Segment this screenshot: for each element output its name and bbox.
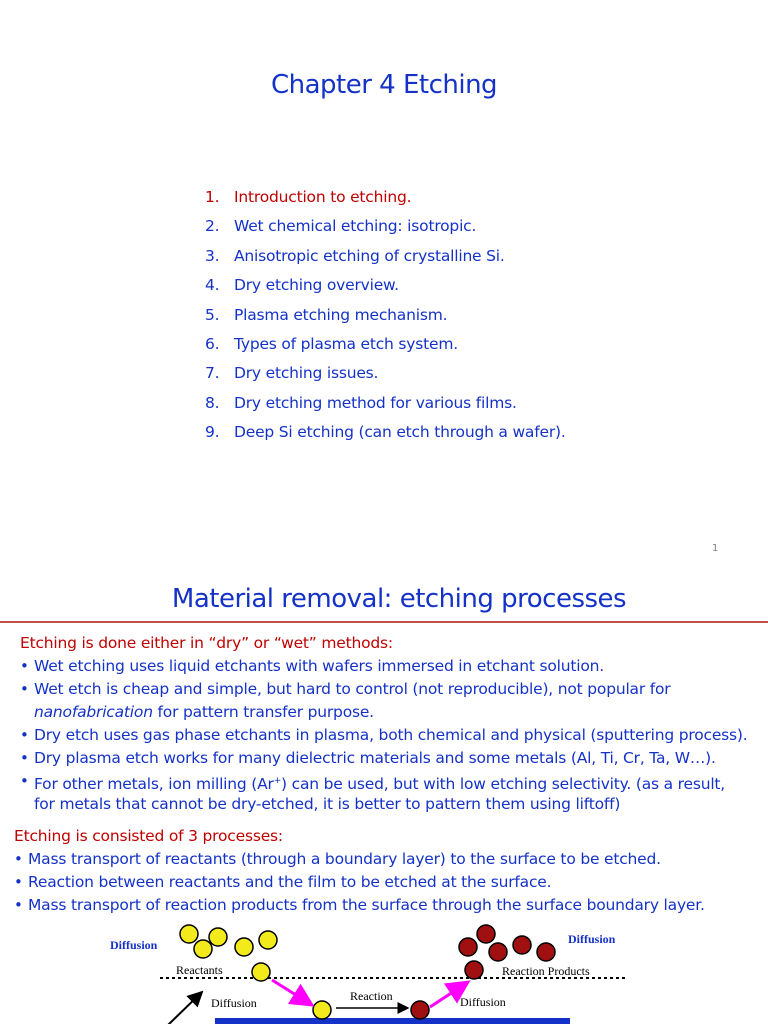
diffusion-bottom-left-label: Diffusion [211,996,257,1010]
product-molecule [513,936,531,954]
bullet-mass-transport-reactants: Mass transport of reactants (through a boundary layer) to the surface to be etched. [28,850,661,868]
toc-item [205,418,566,447]
reactant-molecule [209,928,227,946]
toc-text: Deep Si etching (can etch through a wafer). [234,423,566,442]
reactant-molecule [180,925,198,943]
reactant-molecule [313,1001,331,1019]
product-molecule [465,961,483,979]
intro-three-processes: Etching is consisted of 3 processes: [14,827,283,845]
toc-item [205,271,566,300]
reactant-molecule [194,940,212,958]
ion-milling-text-post: ) can be used, but with low etching selectivity. (as a result, [281,775,726,794]
slide-1-title: Chapter 4 Etching [270,70,498,100]
bullet-dry-etch: Dry etch uses gas phase etchants in plasma, both chemical and physical (sputtering process). [34,726,748,744]
slide-2 [0,570,768,1024]
toc-text: Anisotropic etching of crystalline Si. [234,246,505,265]
bullet-wet-cheap: Wet etch is cheap and simple, but hard to control (not reproducible), not popular for [34,680,671,698]
toc-text: Types of plasma etch system. [234,334,458,353]
toc-text: Dry etching issues. [234,364,379,383]
product-molecule [537,943,555,961]
toc-number: 7. [205,364,220,383]
toc-number: 5. [205,305,220,324]
bullet-dot: • [14,896,23,914]
product-molecule [411,1001,429,1019]
toc-item [205,301,566,330]
diffusion-left-label: Diffusion [110,938,158,952]
bullet-dot: • [20,657,29,675]
bullet-dot: • [20,772,29,790]
toc-text: Dry etching overview. [234,276,399,295]
toc-item [205,212,566,241]
bullet-ion-milling-cont: for metals that cannot be dry-etched, it is better to pattern them using liftoff) [34,795,621,813]
bullet-reaction: Reaction between reactants and the film to be etched at the surface. [28,873,552,891]
product-molecule [489,943,507,961]
toc-text: Introduction to etching. [234,188,412,206]
bullet-wet-etching: Wet etching uses liquid etchants with wafers immersed in etchant solution. [34,657,604,675]
product-molecule [459,938,477,956]
table-of-contents [205,183,566,448]
bullet-dot: • [14,873,23,891]
diffusion-arrow-black [168,992,202,1024]
toc-number: 9. [205,423,220,442]
toc-number: 3. [205,246,220,265]
reaction-products-label: Reaction Products [502,964,590,978]
title-divider [0,621,768,623]
toc-item [205,330,566,359]
reaction-label: Reaction [350,989,393,1003]
diffusion-arrow-magenta-left [272,980,312,1005]
etching-process-diagram [100,920,660,1024]
toc-text: Dry etching method for various films. [234,393,517,412]
diffusion-bottom-right-label: Diffusion [460,995,506,1009]
toc-item [205,242,566,271]
bullet-dot: • [14,850,23,868]
substrate-bar [215,1018,570,1024]
bullet-dot: • [20,726,29,744]
toc-number: 2. [205,217,220,236]
bullet-dot: • [20,749,29,767]
toc-text: Wet chemical etching: isotropic. [234,217,477,236]
toc-item [205,389,566,418]
slide-2-title: Material removal: etching processes [171,584,627,614]
intro-dry-wet: Etching is done either in “dry” or “wet” methods: [20,634,393,652]
toc-number: 8. [205,393,220,412]
product-molecule [477,925,495,943]
reactant-molecule [252,963,270,981]
reactant-molecule [235,938,253,956]
bullet-cont-text: for pattern transfer purpose. [152,703,374,721]
toc-number: 6. [205,334,220,353]
toc-text: Plasma etching mechanism. [234,305,448,324]
reactant-molecule [259,931,277,949]
page-number: 1 [712,543,719,554]
reactants-label: Reactants [176,963,223,977]
ion-superscript: + [273,776,282,786]
toc-item [205,183,566,212]
toc-number: 1. [205,188,220,206]
ion-milling-text-pre: For other metals, ion milling (Ar [34,775,274,794]
toc-item [205,359,566,388]
toc-number: 4. [205,276,220,295]
bullet-dot: • [20,680,29,698]
diffusion-right-label: Diffusion [568,932,616,946]
bullet-wet-cheap-cont [34,701,374,724]
nanofabrication-emphasis: nanofabrication [34,703,153,721]
bullet-dry-plasma: Dry plasma etch works for many dielectric materials and some metals (Al, Ti, Cr, Ta, W…). [34,749,716,767]
bullet-mass-transport-products: Mass transport of reaction products from the surface through the surface boundary layer. [28,896,705,914]
